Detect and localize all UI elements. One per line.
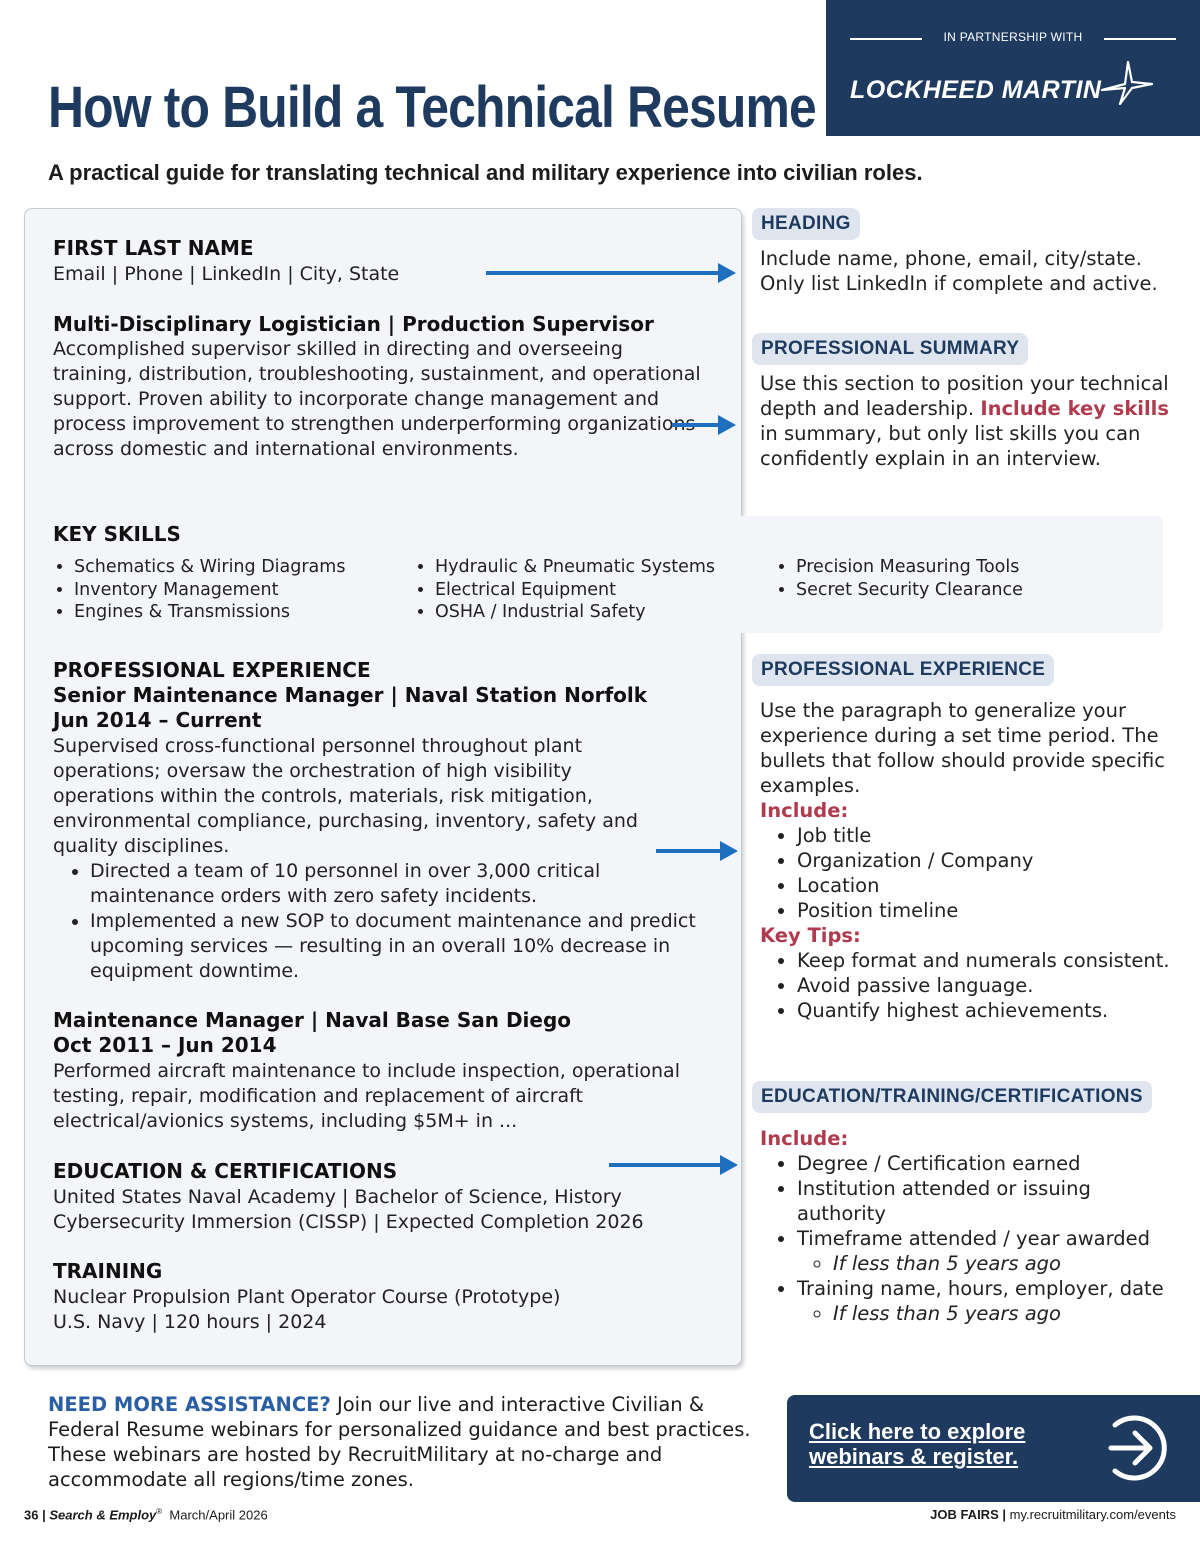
experience-heading: PROFESSIONAL EXPERIENCE	[53, 658, 371, 682]
sub-note: ◦ If less than 5 years ago	[833, 1251, 1180, 1276]
page-title: How to Build a Technical Resume	[48, 75, 816, 140]
job-fairs-label: JOB FAIRS	[930, 1507, 999, 1522]
heading-note-text: Include name, phone, email, city/state. Only list LinkedIn if complete and active.	[760, 247, 1158, 295]
tips-list	[760, 948, 1180, 1023]
skill-item: • Secret Security Clearance	[796, 579, 1023, 602]
footer-left: 36 | Search & Employ® March/April 2026	[24, 1507, 268, 1523]
page-subtitle: A practical guide for translating technical and military experience into civilian roles.	[48, 160, 923, 185]
training-item: Nuclear Propulsion Plant Operator Course (Prototype)	[53, 1286, 561, 1308]
include-item: • Job title	[797, 823, 1180, 848]
include-item	[797, 1226, 1180, 1276]
summary-note-text: in summary, but only list skills you can confidently explain in an interview.	[760, 422, 1141, 470]
partner-label: IN PARTNERSHIP WITH	[943, 30, 1083, 44]
resume-summary: Accomplished supervisor skilled in directing and overseeing training, distribution, troubleshooting, sustainment, and operational support. Proven ability to incorporate change management and process improvement to strengthen underperforming organizations across domestic and international environments.	[53, 338, 701, 460]
key-skills-heading: KEY SKILLS	[53, 522, 181, 546]
tip-item: • Avoid passive language.	[797, 973, 1180, 998]
sub-note: ◦ If less than 5 years ago	[833, 1301, 1180, 1326]
summary-label: PROFESSIONAL SUMMARY	[752, 333, 1028, 365]
training-item: U.S. Navy | 120 hours | 2024	[53, 1311, 327, 1333]
skill-item: • OSHA / Industrial Safety	[435, 601, 715, 624]
skill-item: • Hydraulic & Pneumatic Systems	[435, 556, 715, 579]
registered-mark: ®	[156, 1507, 163, 1516]
job-dates: Oct 2011 – Jun 2014	[53, 1033, 277, 1057]
footer-url[interactable]: my.recruitmilitary.com/events	[1009, 1507, 1176, 1522]
education-item: United States Naval Academy | Bachelor of Science, History	[53, 1186, 622, 1208]
skill-item: • Precision Measuring Tools	[796, 556, 1023, 579]
skill-item: • Inventory Management	[74, 579, 345, 602]
arrow-right-circle-icon[interactable]	[1097, 1411, 1171, 1485]
footer-right: JOB FAIRS | my.recruitmilitary.com/events	[930, 1507, 1176, 1522]
job-description: Performed aircraft maintenance to include inspection, operational testing, repair, modification and replacement of aircraft electrical/avionics systems, including $5M+ in ...	[53, 1060, 680, 1132]
experience-note	[760, 698, 1180, 1023]
include-item: • Organization / Company	[797, 848, 1180, 873]
include-label: Include:	[760, 1127, 849, 1150]
page-number: 36	[24, 1507, 39, 1523]
include-item-text: Training name, hours, employer, date	[797, 1277, 1164, 1300]
skills-column	[53, 556, 345, 624]
job-bullet: • Directed a team of 10 personnel in over 3,000 critical maintenance orders with zero safety incidents.	[90, 859, 730, 909]
webinar-register-button[interactable]	[787, 1395, 1200, 1502]
partner-banner	[826, 0, 1200, 136]
resume-headline: Multi-Disciplinary Logistician | Production Supervisor	[53, 312, 654, 336]
include-item: • Institution attended or issuing authority	[797, 1176, 1180, 1226]
include-item	[797, 1276, 1180, 1326]
education-heading: EDUCATION & CERTIFICATIONS	[53, 1159, 398, 1183]
heading-note	[760, 246, 1180, 296]
include-label: Include:	[760, 799, 849, 822]
job-title: Senior Maintenance Manager | Naval Station Norfolk	[53, 683, 648, 707]
summary-note-highlight: Include key skills	[980, 397, 1169, 420]
include-list	[760, 823, 1180, 923]
experience-note-text: Use the paragraph to generalize your experience during a set time period. The bullets that follow should provide specific examples.	[760, 699, 1165, 797]
issue-date: March/April 2026	[169, 1507, 268, 1523]
partner-logo: LOCKHEED MARTIN	[850, 76, 1102, 104]
assistance-body: Join our live and interactive Civilian & Federal Resume webinars for personalized guidance and best practices. These webinars are hosted by RecruitMilitary at no-charge and accommodate all regions/time zones.	[48, 1393, 751, 1491]
education-include-list	[760, 1151, 1180, 1326]
training-heading: TRAINING	[53, 1259, 163, 1283]
job-description: Supervised cross-functional personnel throughout plant operations; oversaw the orchestration of high visibility operations within the controls, materials, risk mitigation, environmental compliance, purchasing, inventory, safety and quality disciplines.	[53, 735, 638, 857]
assistance-lead: NEED MORE ASSISTANCE?	[48, 1393, 331, 1416]
education-item: Cybersecurity Immersion (CISSP) | Expected Completion 2026	[53, 1211, 644, 1233]
include-item: • Position timeline	[797, 898, 1180, 923]
tips-label: Key Tips:	[760, 924, 861, 947]
resume-name: FIRST LAST NAME	[53, 236, 254, 260]
assistance-text	[48, 1392, 763, 1492]
divider	[1104, 38, 1176, 40]
job-bullet: • Implemented a new SOP to document maintenance and predict upcoming services — resulting in an overall 10% decrease in equipment downtime.	[90, 909, 730, 984]
skills-column	[775, 556, 1023, 601]
resume-contact: Email | Phone | LinkedIn | City, State	[53, 263, 400, 285]
experience-label: PROFESSIONAL EXPERIENCE	[752, 654, 1054, 686]
include-item: • Location	[797, 873, 1180, 898]
education-label: EDUCATION/TRAINING/CERTIFICATIONS	[752, 1081, 1152, 1113]
tip-item: • Keep format and numerals consistent.	[797, 948, 1180, 973]
job-bullets	[53, 859, 730, 984]
include-item: • Degree / Certification earned	[797, 1151, 1180, 1176]
skill-item: • Electrical Equipment	[435, 579, 715, 602]
education-note	[760, 1126, 1180, 1326]
skill-item: • Schematics & Wiring Diagrams	[74, 556, 345, 579]
summary-note	[760, 371, 1180, 471]
heading-label: HEADING	[752, 208, 860, 240]
skill-item: • Engines & Transmissions	[74, 601, 345, 624]
include-item-text: Timeframe attended / year awarded	[797, 1227, 1151, 1250]
job-dates: Jun 2014 – Current	[53, 708, 262, 732]
tip-item: • Quantify highest achievements.	[797, 998, 1180, 1023]
skills-column	[414, 556, 715, 624]
magazine-name: Search & Employ	[49, 1507, 157, 1523]
webinar-register-link[interactable]: Click here to explore webinars & register.	[809, 1419, 1026, 1469]
star-logo-icon	[1098, 60, 1154, 106]
job-title: Maintenance Manager | Naval Base San Diego	[53, 1008, 572, 1032]
summary-note-text: Use this section to position your technical depth and leadership.	[760, 372, 1169, 420]
